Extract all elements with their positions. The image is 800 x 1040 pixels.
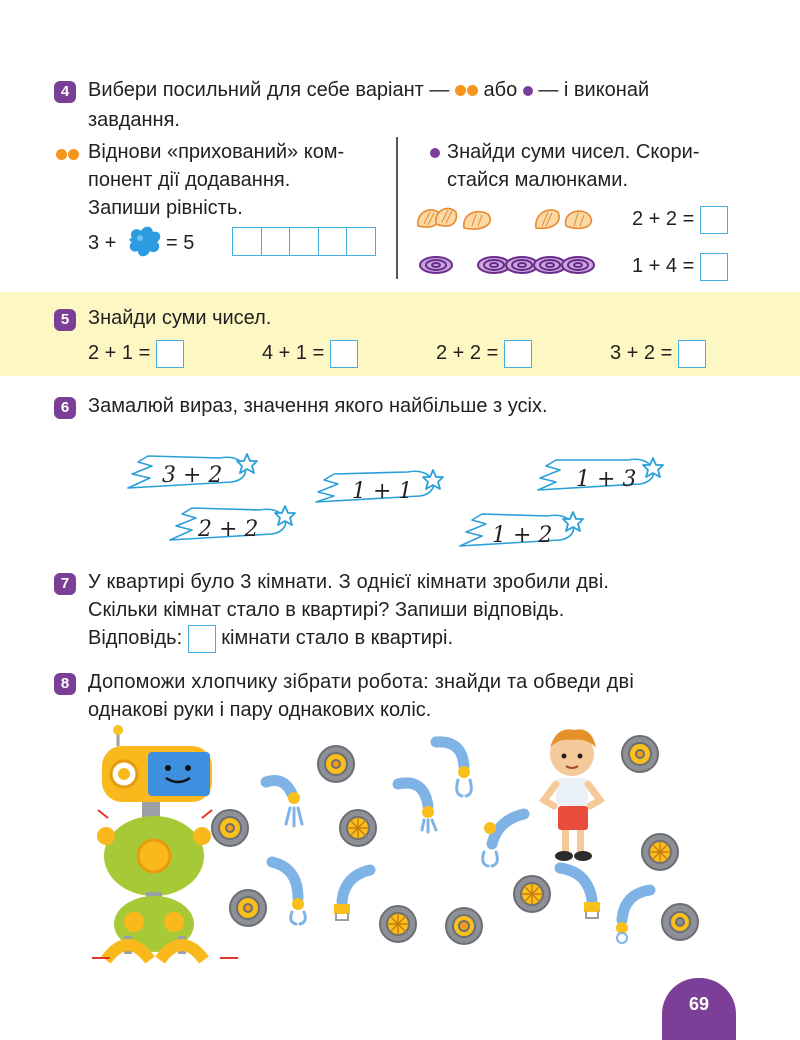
task7-number: 7 bbox=[54, 573, 76, 595]
arm-icon bbox=[436, 742, 471, 796]
task5-equation-2 bbox=[262, 338, 358, 368]
arm-icon bbox=[560, 868, 600, 918]
task7-answer-box[interactable] bbox=[188, 625, 216, 653]
task4-line1: Вибери посильний для себе варіант — bbox=[88, 79, 450, 101]
task5-equation-1-text: 2 + 1 = bbox=[88, 342, 151, 364]
wheel-icon bbox=[212, 810, 248, 846]
wheel-icon bbox=[622, 736, 658, 772]
equation-right: = 5 bbox=[166, 232, 195, 254]
task5-number: 5 bbox=[54, 309, 76, 331]
variant-a-line2: понент дії додавання. bbox=[88, 169, 291, 191]
sum-equation-1 bbox=[632, 204, 728, 234]
hidden-equation bbox=[88, 228, 116, 258]
answer-cell[interactable] bbox=[262, 228, 291, 255]
variant-b-line2: стайся малюнками. bbox=[447, 169, 628, 191]
task5-answer-box-1[interactable] bbox=[156, 340, 184, 368]
variant-two-dots-icon bbox=[56, 146, 79, 164]
variant-a-line1: Віднови «прихований» ком- bbox=[88, 141, 345, 163]
sum-answer-box-1[interactable] bbox=[700, 206, 728, 234]
variant-b-line1: Знайди суми чисел. Скори- bbox=[447, 141, 700, 163]
task6-title: Замалюй вираз, значення якого найбільше з усіх. bbox=[88, 395, 548, 417]
wheel-icon bbox=[446, 908, 482, 944]
task5-equation-2-text: 4 + 1 = bbox=[262, 342, 325, 364]
equation-left: 3 + bbox=[88, 232, 117, 254]
task4-line1-end: — і виконай bbox=[538, 79, 650, 101]
answer-cell[interactable] bbox=[347, 228, 375, 255]
two-dots-icon bbox=[455, 79, 478, 101]
task5-title: Знайди суми чисел. bbox=[88, 307, 272, 329]
task5-equation-3 bbox=[436, 338, 532, 368]
arm-icon bbox=[483, 814, 524, 866]
robot-icon bbox=[92, 725, 238, 960]
task8-number: 8 bbox=[54, 673, 76, 695]
boy-icon bbox=[544, 729, 600, 861]
wheel-icon bbox=[514, 876, 550, 912]
task5-answer-box-4[interactable] bbox=[678, 340, 706, 368]
task5-equation-1 bbox=[88, 338, 184, 368]
task8-line1: Допоможи хлопчику зібрати робота: знайди та обведи дві bbox=[88, 671, 635, 693]
sum-equation-2 bbox=[632, 251, 728, 281]
sum-equation-1-text: 2 + 2 = bbox=[632, 208, 695, 230]
sum-equation-2-text: 1 + 4 = bbox=[632, 255, 695, 277]
arm-icon bbox=[266, 781, 302, 827]
variant-a-line3: Запиши рівність. bbox=[88, 197, 243, 219]
task4-instruction bbox=[88, 75, 649, 105]
wheel-icon bbox=[230, 890, 266, 926]
arm-icon bbox=[272, 862, 305, 924]
task8-line2: однакові руки і пару однакових коліс. bbox=[88, 699, 432, 721]
task4-line2: завдання. bbox=[88, 109, 180, 131]
answer-cell[interactable] bbox=[319, 228, 348, 255]
one-dot-icon bbox=[523, 86, 533, 96]
answer-grid[interactable] bbox=[232, 227, 376, 256]
task6-number: 6 bbox=[54, 397, 76, 419]
answer-cell[interactable] bbox=[233, 228, 262, 255]
comet-expressions bbox=[120, 440, 680, 570]
robot-puzzle-illustration bbox=[80, 724, 720, 980]
blot-icon bbox=[126, 224, 164, 260]
wheel-icon bbox=[318, 746, 354, 782]
wheel-icon bbox=[642, 834, 678, 870]
task5-equation-4 bbox=[610, 338, 706, 368]
expression-4[interactable]: 2 + 2 bbox=[198, 517, 259, 542]
arm-icon bbox=[398, 783, 436, 832]
task7-answer-suffix: кімнати стало в квартирі. bbox=[221, 627, 454, 649]
task7-answer-line bbox=[88, 623, 453, 653]
expression-5[interactable]: 1 + 2 bbox=[492, 523, 553, 548]
wheel-icon bbox=[380, 906, 416, 942]
comet-1-star-icon bbox=[237, 454, 257, 473]
page-number: 69 bbox=[662, 978, 736, 1040]
seashells-icon bbox=[412, 198, 622, 238]
column-divider bbox=[396, 137, 398, 279]
wheel-icon bbox=[340, 810, 376, 846]
arm-icon bbox=[616, 890, 650, 943]
task5-equation-3-text: 2 + 2 = bbox=[436, 342, 499, 364]
expression-1[interactable]: 3 + 2 bbox=[162, 463, 223, 488]
sum-answer-box-2[interactable] bbox=[700, 253, 728, 281]
wheel-icon bbox=[662, 904, 698, 940]
expression-2[interactable]: 1 + 1 bbox=[352, 479, 413, 504]
snail-shells-icon bbox=[414, 250, 624, 280]
task5-equation-4-text: 3 + 2 = bbox=[610, 342, 673, 364]
task5-answer-box-2[interactable] bbox=[330, 340, 358, 368]
task4-or: або bbox=[483, 79, 518, 101]
arm-icon bbox=[334, 870, 370, 920]
task7-line2: Скільки кімнат стало в квартирі? Запиши відповідь. bbox=[88, 599, 565, 621]
variant-one-dot-icon bbox=[430, 148, 440, 158]
expression-3[interactable]: 1 + 3 bbox=[576, 467, 637, 492]
task7-answer-prefix: Відповідь: bbox=[88, 627, 183, 649]
task7-line1: У квартирі було 3 кімнати. З однієї кімнати зробили дві. bbox=[88, 571, 610, 593]
task5-answer-box-3[interactable] bbox=[504, 340, 532, 368]
answer-cell[interactable] bbox=[290, 228, 319, 255]
task4-number: 4 bbox=[54, 81, 76, 103]
